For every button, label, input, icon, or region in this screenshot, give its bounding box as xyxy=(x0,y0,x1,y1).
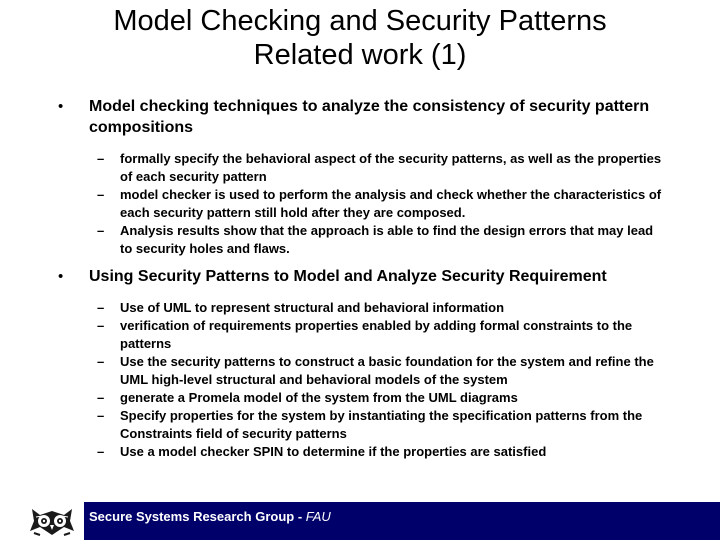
sub-item xyxy=(0,150,662,186)
sub-item xyxy=(0,443,662,461)
sub-item-text: verification of requirements properties enabled by adding formal constraints to the patterns xyxy=(120,318,633,351)
bullet-item xyxy=(0,266,670,287)
sub-item xyxy=(0,186,662,222)
sub-item-text: Use of UML to represent structural and behavioral information xyxy=(120,300,505,315)
footer-group: Secure Systems Research Group xyxy=(89,509,295,524)
sub-item xyxy=(0,389,662,407)
sub-item xyxy=(0,222,662,258)
footer-separator: - xyxy=(294,509,306,524)
owl-logo-icon xyxy=(28,505,76,539)
sub-marker: – xyxy=(97,318,105,333)
sub-item-text: Use a model checker SPIN to determine if the properties are satisfied xyxy=(120,444,547,459)
footer-text xyxy=(89,509,331,524)
sub-item xyxy=(0,317,662,353)
sub-item-text: formally specify the behavioral aspect of the security patterns, as well as the properties of each security pattern xyxy=(120,151,662,184)
bullet-text: Using Security Patterns to Model and Analyze Security Requirement xyxy=(89,268,607,285)
sub-marker: – xyxy=(97,354,105,369)
bullet-marker: • xyxy=(58,268,64,285)
sub-marker: – xyxy=(97,390,105,405)
sub-item xyxy=(0,407,662,443)
sub-marker: – xyxy=(97,408,105,423)
bullet-marker: • xyxy=(58,98,64,115)
sub-item-text: generate a Promela model of the system from the UML diagrams xyxy=(120,390,518,405)
footer-bar xyxy=(84,502,720,540)
bullet-item xyxy=(0,96,670,138)
sub-item-text: Use the security patterns to construct a basic foundation for the system and refine the UML high-level structural and behavioral models of the system xyxy=(120,354,654,387)
sub-marker: – xyxy=(97,444,105,459)
sub-marker: – xyxy=(97,151,105,166)
slide-content xyxy=(0,96,720,461)
sub-list xyxy=(0,299,720,461)
title-line-1: Model Checking and Security Patterns xyxy=(113,5,607,37)
sub-item-text: Analysis results show that the approach is able to find the design errors that may lead to security holes and flaws. xyxy=(120,223,654,256)
sub-marker: – xyxy=(97,300,105,315)
footer-org: FAU xyxy=(305,509,331,524)
sub-item xyxy=(0,353,662,389)
sub-item-text: model checker is used to perform the analysis and check whether the characteristics of each security pattern still hold after they are composed. xyxy=(120,187,662,220)
slide-title xyxy=(0,4,720,72)
bullet-text: Model checking techniques to analyze the consistency of security pattern compositions xyxy=(89,98,650,136)
sub-list xyxy=(0,150,720,258)
title-line-2: Related work (1) xyxy=(253,39,467,71)
sub-item xyxy=(0,299,662,317)
sub-marker: – xyxy=(97,187,105,202)
slide-footer xyxy=(0,502,720,540)
sub-marker: – xyxy=(97,223,105,238)
sub-item-text: Specify properties for the system by instantiating the specification patterns from the Constraints field of security patterns xyxy=(120,408,643,441)
